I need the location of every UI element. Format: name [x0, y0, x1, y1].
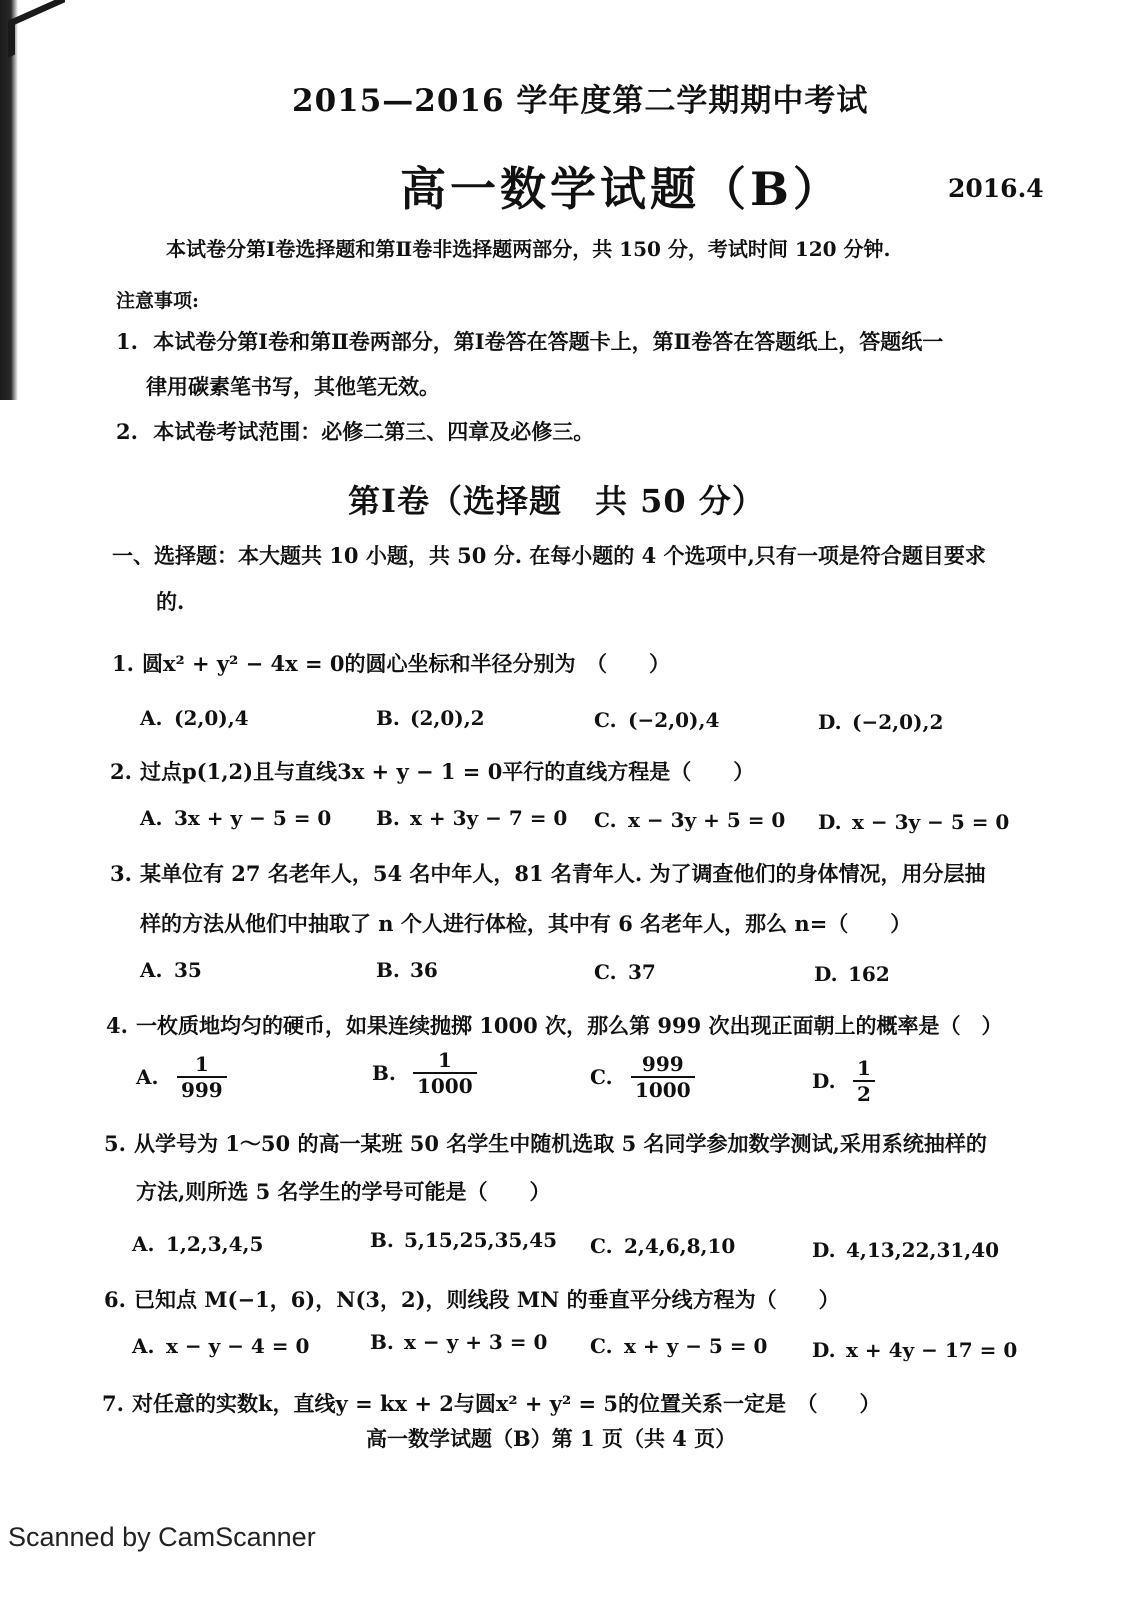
option-text: 5,15,25,35,45: [404, 1228, 558, 1252]
option: [140, 706, 249, 730]
question: [102, 1388, 881, 1418]
question-number: 1.: [112, 651, 134, 676]
option-label: B.: [372, 1061, 396, 1085]
option-label: C.: [590, 1065, 613, 1089]
question-text: 圆x² + y² − 4x = 0的圆心坐标和半径分别为 （ ）: [142, 651, 671, 676]
question-text: 从学号为 1～50 的高一某班 50 名学生中随机选取 5 名同学参加数学测试,采用系统抽样的: [134, 1131, 987, 1156]
page-footer: 高一数学试题（B）第 1 页（共 4 页）: [366, 1426, 737, 1451]
option-text: 162: [848, 962, 890, 986]
option-text: (2,0),4: [174, 706, 249, 730]
fraction-denominator: 2: [856, 1082, 871, 1106]
question-text-continued: 样的方法从他们中抽取了 n 个人进行体检，其中有 6 名老年人，那么 n=（ ）: [140, 911, 912, 936]
question-number: 3.: [110, 861, 132, 886]
option-text: 1,2,3,4,5: [166, 1232, 264, 1256]
scan-edge-shadow: [0, 0, 18, 400]
option: [370, 1228, 557, 1252]
option-text: (−2,0),2: [852, 710, 944, 734]
notice-number: 1.: [116, 329, 138, 354]
question: [112, 648, 670, 678]
section-title: 第Ⅰ卷（选择题 共 50 分）: [348, 482, 765, 520]
option: [370, 1330, 547, 1354]
option-label: D.: [818, 710, 842, 734]
option-label: C.: [590, 1334, 613, 1358]
question-number: 4.: [106, 1013, 128, 1038]
question-text-continued: 方法,则所选 5 名学生的学号可能是（ ）: [136, 1179, 551, 1204]
fraction-numerator: 1: [853, 1056, 875, 1082]
option-label: A.: [140, 706, 163, 730]
option: [818, 710, 943, 734]
option: [594, 808, 785, 832]
option: [812, 1338, 1017, 1362]
option-label: A.: [132, 1232, 155, 1256]
option-label: B.: [370, 1228, 394, 1252]
question-text: 某单位有 27 名老年人，54 名中年人，81 名青年人. 为了调查他们的身体情况，用分层抽: [140, 861, 986, 886]
option-label: C.: [590, 1234, 613, 1258]
scanner-watermark: Scanned by CamScanner: [8, 1522, 316, 1552]
instruction-text: 一、选择题：本大题共 10 小题，共 50 分. 在每小题的 4 个选项中,只有一项是符合题目要求: [112, 543, 986, 568]
option-label: C.: [594, 708, 617, 732]
option-label: B.: [376, 706, 400, 730]
instruction-text-continued: 的.: [156, 589, 185, 614]
option: [590, 1234, 735, 1258]
page-title: 高一数学试题（B）: [400, 162, 843, 216]
question: [106, 1010, 1003, 1040]
question-text: 过点p(1,2)且与直线3x + y − 1 = 0平行的直线方程是（ ）: [140, 759, 755, 784]
option-label: B.: [376, 806, 400, 830]
question-text: 一枚质地均匀的硬币，如果连续抛掷 1000 次，那么第 999 次出现正面朝上的概率是（ ）: [136, 1013, 1003, 1038]
option: [140, 806, 331, 830]
option: [136, 1052, 227, 1102]
question: [104, 1128, 987, 1158]
fraction-numerator: 999: [631, 1052, 695, 1078]
option-label: D.: [818, 810, 842, 834]
option-text: 36: [410, 958, 438, 982]
question: [110, 756, 754, 786]
option-text: 2,4,6,8,10: [624, 1234, 736, 1258]
option-text: x + 4y − 17 = 0: [846, 1338, 1018, 1362]
question-number: 5.: [104, 1131, 126, 1156]
option-label: A.: [140, 958, 163, 982]
question-text: 已知点 M(−1，6)，N(3，2)，则线段 MN 的垂直平分线方程为（ ）: [134, 1287, 840, 1312]
fraction: [413, 1048, 477, 1098]
question-number: 7.: [102, 1391, 124, 1416]
fraction-denominator: 1000: [634, 1078, 691, 1102]
option: [814, 962, 890, 986]
option: [594, 960, 656, 984]
option-text: 35: [174, 958, 202, 982]
question: [104, 1284, 840, 1314]
option-text: 4,13,22,31,40: [846, 1238, 1000, 1262]
option-label: A.: [136, 1065, 159, 1089]
notice-heading: 注意事项:: [116, 290, 200, 312]
fraction: [177, 1052, 227, 1102]
question-number: 6.: [104, 1287, 126, 1312]
option-text: x − 3y + 5 = 0: [628, 808, 786, 832]
notice-item: [116, 326, 943, 356]
option-text: (−2,0),4: [628, 708, 720, 732]
option-label: B.: [370, 1330, 394, 1354]
notice-text-continued: 律用碳素笔书写，其他笔无效。: [146, 374, 440, 399]
option: [132, 1232, 263, 1256]
notice-item: [116, 416, 594, 446]
option: [812, 1238, 999, 1262]
option: [594, 708, 719, 732]
option-text: x − y − 4 = 0: [166, 1334, 310, 1358]
question-text: 对任意的实数k，直线y = kx + 2与圆x² + y² = 5的位置关系一定是 （ ）: [132, 1391, 881, 1416]
option: [376, 958, 438, 982]
question-number: 2.: [110, 759, 132, 784]
option-text: 37: [628, 960, 656, 984]
option: [376, 806, 567, 830]
option-text: x + 3y − 7 = 0: [410, 806, 568, 830]
question: [110, 858, 986, 888]
option-label: D.: [812, 1338, 836, 1362]
option: [140, 958, 202, 982]
option: [590, 1052, 695, 1102]
option-label: C.: [594, 808, 617, 832]
option: [376, 706, 485, 730]
fraction: [631, 1052, 695, 1102]
option-label: B.: [376, 958, 400, 982]
option: [372, 1048, 477, 1098]
option-text: x + y − 5 = 0: [624, 1334, 768, 1358]
option: [818, 810, 1009, 834]
option-label: A.: [140, 806, 163, 830]
option-text: x − 3y − 5 = 0: [852, 810, 1010, 834]
option: [590, 1334, 767, 1358]
option-label: D.: [812, 1238, 836, 1262]
option-label: D.: [812, 1069, 836, 1093]
exam-intro: 本试卷分第Ⅰ卷选择题和第Ⅱ卷非选择题两部分，共 150 分，考试时间 120 分钟.: [166, 237, 891, 261]
option-text: x − y + 3 = 0: [404, 1330, 548, 1354]
fraction-numerator: 1: [413, 1048, 477, 1074]
option: [132, 1334, 309, 1358]
notice-text: 本试卷考试范围：必修二第三、四章及必修三。: [153, 419, 595, 444]
option-text: (2,0),2: [410, 706, 485, 730]
notice-number: 2.: [116, 419, 138, 444]
notice-text: 本试卷分第Ⅰ卷和第Ⅱ卷两部分，第Ⅰ卷答在答题卡上，第Ⅱ卷答在答题纸上，答题纸一: [153, 329, 944, 354]
fraction: [853, 1056, 875, 1106]
option-label: C.: [594, 960, 617, 984]
fraction-numerator: 1: [177, 1052, 227, 1078]
option: [812, 1056, 875, 1106]
exam-header: 2015—2016 学年度第二学期期中考试: [292, 83, 869, 119]
option-label: D.: [814, 962, 838, 986]
option-label: A.: [132, 1334, 155, 1358]
option-text: 3x + y − 5 = 0: [174, 806, 332, 830]
exam-date: 2016.4: [948, 174, 1044, 203]
fraction-denominator: 1000: [416, 1074, 473, 1098]
fraction-denominator: 999: [180, 1078, 223, 1102]
